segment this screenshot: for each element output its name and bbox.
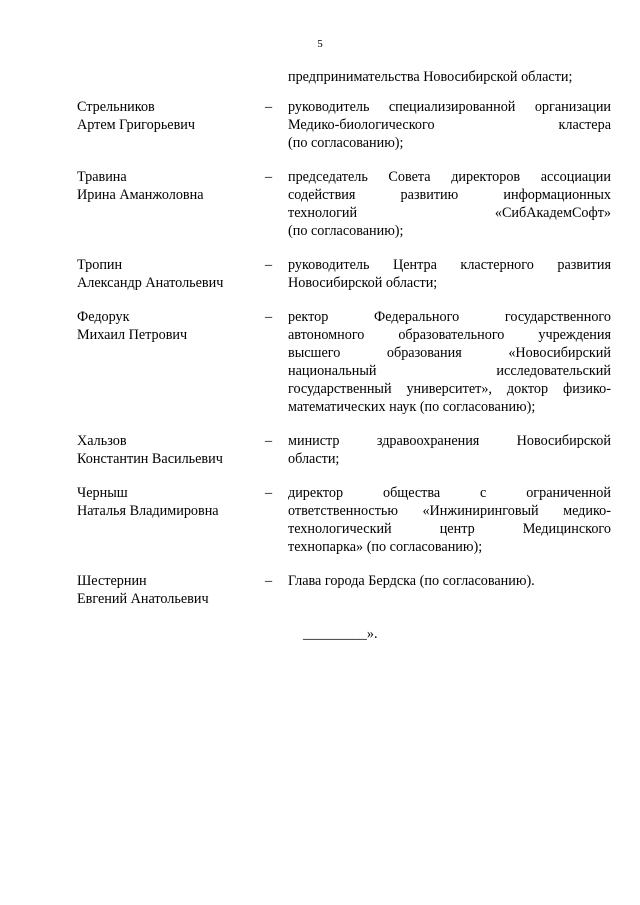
member-given-names: Артем Григорьевич bbox=[77, 117, 196, 133]
position-line: технопарка» (по согласованию); bbox=[288, 539, 483, 555]
member-position bbox=[288, 256, 611, 292]
position-line: математических наук (по согласованию); bbox=[288, 399, 536, 415]
position-line: содействия развитию информационных bbox=[288, 187, 611, 203]
member-entry bbox=[77, 432, 611, 468]
position-line: ответственностью «Инжиниринговый медико- bbox=[288, 503, 611, 519]
position-line: Медико-биологического кластера bbox=[288, 117, 611, 133]
member-name bbox=[77, 484, 265, 556]
member-surname: Черныш bbox=[77, 485, 128, 501]
member-position bbox=[288, 168, 611, 240]
member-given-names: Михаил Петрович bbox=[77, 327, 188, 343]
member-surname: Тропин bbox=[77, 257, 123, 273]
member-name bbox=[77, 432, 265, 468]
position-line: области; bbox=[288, 451, 340, 467]
page-number: 5 bbox=[317, 38, 323, 50]
dash-separator: – bbox=[265, 257, 273, 273]
member-name bbox=[77, 256, 265, 292]
position-line: национальный исследовательский bbox=[288, 363, 611, 379]
member-name bbox=[77, 572, 265, 608]
member-position bbox=[288, 484, 611, 556]
member-position bbox=[288, 572, 611, 608]
member-name bbox=[77, 98, 265, 152]
member-surname: Федорук bbox=[77, 309, 130, 325]
member-entry bbox=[77, 572, 611, 608]
position-line: руководитель специализированной организации bbox=[288, 99, 611, 115]
member-given-names: Наталья Владимировна bbox=[77, 503, 219, 519]
continuation-text: предпринимательства Новосибирской области; bbox=[288, 69, 573, 85]
member-surname: Травина bbox=[77, 169, 127, 185]
member-given-names: Евгений Анатольевич bbox=[77, 591, 209, 607]
member-name bbox=[77, 168, 265, 240]
dash-separator: – bbox=[265, 309, 273, 325]
member-surname: Шестернин bbox=[77, 573, 147, 589]
position-line: Глава города Бердска (по согласованию). bbox=[288, 573, 535, 589]
dash-separator: – bbox=[265, 99, 273, 115]
member-entry bbox=[77, 98, 611, 152]
position-line: директор общества с ограниченной bbox=[288, 485, 611, 501]
member-given-names: Александр Анатольевич bbox=[77, 275, 224, 291]
position-line: руководитель Центра кластерного развития bbox=[288, 257, 611, 273]
dash-separator: – bbox=[265, 573, 273, 589]
member-position bbox=[288, 98, 611, 152]
member-position bbox=[288, 432, 611, 468]
position-line: ректор Федерального государственного bbox=[288, 309, 611, 325]
dash-separator: – bbox=[265, 433, 273, 449]
member-given-names: Константин Васильевич bbox=[77, 451, 223, 467]
member-entry bbox=[77, 484, 611, 556]
position-line: Новосибирской области; bbox=[288, 275, 438, 291]
member-name bbox=[77, 308, 265, 416]
member-position bbox=[288, 308, 611, 416]
position-line: технологий «СибАкадемСофт» bbox=[288, 205, 611, 221]
member-entry bbox=[77, 168, 611, 240]
position-line: технологический центр Медицинского bbox=[288, 521, 611, 537]
position-line: автономного образовательного учреждения bbox=[288, 327, 611, 343]
position-line: (по согласованию); bbox=[288, 223, 404, 239]
member-entry bbox=[77, 256, 611, 292]
position-line: (по согласованию); bbox=[288, 135, 404, 151]
member-given-names: Ирина Аманжоловна bbox=[77, 187, 204, 203]
member-entry bbox=[77, 308, 611, 416]
position-line: министр здравоохранения Новосибирской bbox=[288, 433, 611, 449]
position-line: председатель Совета директоров ассоциации bbox=[288, 169, 611, 185]
member-list bbox=[77, 98, 611, 624]
member-surname: Стрельников bbox=[77, 99, 155, 115]
dash-separator: – bbox=[265, 485, 273, 501]
member-surname: Хальзов bbox=[77, 433, 127, 449]
closing-mark: _________». bbox=[303, 626, 378, 642]
position-line: государственный университет», доктор физико- bbox=[288, 381, 611, 397]
position-line: высшего образования «Новосибирский bbox=[288, 345, 611, 361]
dash-separator: – bbox=[265, 169, 273, 185]
